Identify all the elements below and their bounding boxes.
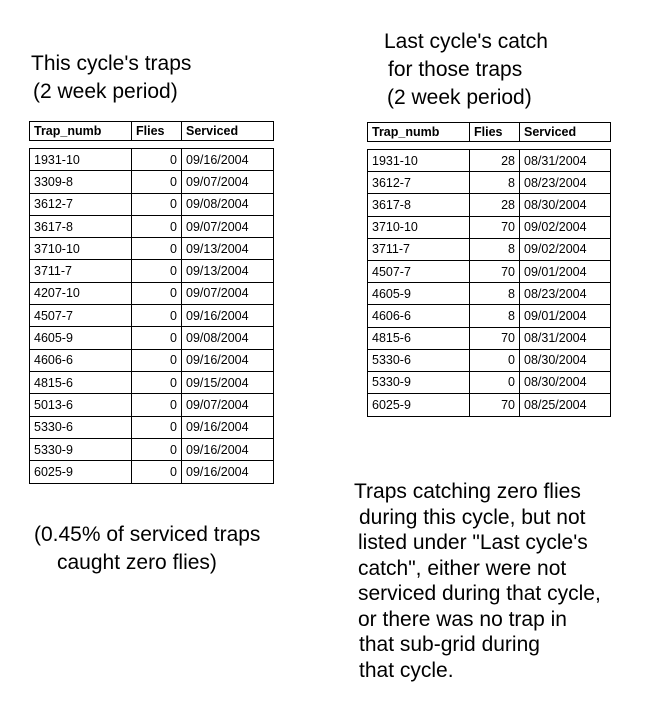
table-row [30, 283, 273, 305]
flies-cell: 70 [469, 261, 519, 282]
column-header: Trap_numb [372, 125, 440, 139]
trap-number-cell: 3617-8 [372, 197, 411, 212]
right-note-line-6: or there was no trap in [358, 607, 567, 631]
serviced-cell: 09/16/2004 [181, 461, 273, 483]
trap-number-cell: 3710-10 [372, 220, 418, 235]
serviced-cell: 09/01/2004 [519, 261, 610, 282]
table-row [368, 283, 610, 305]
serviced-cell: 08/23/2004 [519, 283, 610, 304]
trap-number-cell: 4605-9 [34, 331, 73, 346]
column-header: Flies [131, 122, 181, 140]
flies-cell: 0 [131, 283, 181, 304]
table-row [368, 350, 610, 372]
right-note-line-4: catch", either were not [358, 556, 567, 580]
serviced-cell: 09/16/2004 [181, 305, 273, 326]
trap-number-cell: 6025-9 [372, 398, 411, 413]
flies-cell: 0 [131, 238, 181, 259]
flies-cell: 8 [469, 239, 519, 260]
trap-number-cell: 4207-10 [34, 286, 80, 301]
flies-cell: 0 [131, 461, 181, 483]
flies-cell: 70 [469, 217, 519, 238]
table-row [30, 194, 273, 216]
right-note-line-2: during this cycle, but not [359, 505, 586, 529]
serviced-cell: 09/02/2004 [519, 239, 610, 260]
column-header: Serviced [519, 123, 610, 141]
flies-cell: 28 [469, 150, 519, 171]
table-row [30, 327, 273, 349]
trap-number-cell: 1931-10 [372, 153, 418, 168]
trap-number-cell: 4606-6 [34, 353, 73, 368]
trap-number-cell: 3612-7 [372, 175, 411, 190]
serviced-cell: 09/07/2004 [181, 216, 273, 237]
right-note-line-8: that cycle. [359, 658, 454, 682]
table-row [368, 239, 610, 261]
serviced-cell: 08/30/2004 [519, 372, 610, 393]
right-note-line-3: listed under "Last cycle's [358, 531, 588, 554]
serviced-cell: 08/23/2004 [519, 172, 610, 193]
trap-number-cell: 3612-7 [34, 197, 73, 212]
flies-cell: 0 [469, 372, 519, 393]
right-heading-line-3: (2 week period) [387, 86, 532, 109]
flies-cell: 0 [131, 260, 181, 281]
trap-number-cell: 3309-8 [34, 174, 73, 189]
flies-cell: 70 [469, 328, 519, 349]
table-row [368, 150, 610, 172]
serviced-cell: 09/16/2004 [181, 439, 273, 460]
serviced-cell: 09/15/2004 [181, 372, 273, 393]
right-table-body [367, 149, 611, 417]
trap-number-cell: 4815-6 [34, 375, 73, 390]
flies-cell: 0 [131, 372, 181, 393]
serviced-cell: 08/25/2004 [519, 394, 610, 416]
serviced-cell: 08/31/2004 [519, 328, 610, 349]
serviced-cell: 09/16/2004 [181, 149, 273, 170]
right-note-line-5: serviced during that cycle, [358, 582, 601, 605]
trap-number-cell: 3710-10 [34, 241, 80, 256]
right-heading-line-2: for those traps [388, 58, 523, 81]
table-row [30, 171, 273, 193]
table-row [30, 305, 273, 327]
trap-number-cell: 3617-8 [34, 219, 73, 234]
flies-cell: 0 [469, 350, 519, 371]
flies-cell: 28 [469, 194, 519, 215]
right-table [367, 122, 611, 417]
table-row [30, 260, 273, 282]
serviced-cell: 08/30/2004 [519, 350, 610, 371]
trap-number-cell: 5330-9 [372, 375, 411, 390]
table-row [368, 328, 610, 350]
flies-cell: 0 [131, 216, 181, 237]
column-header: Flies [469, 123, 519, 141]
table-row [30, 149, 273, 171]
left-heading-line-2: (2 week period) [33, 80, 178, 103]
right-note-line-7: that sub-grid during [359, 633, 540, 656]
left-note-line-1: (0.45% of serviced traps [34, 523, 261, 546]
right-note [354, 479, 601, 683]
serviced-cell: 09/01/2004 [519, 305, 610, 326]
table-row [368, 194, 610, 216]
trap-number-cell: 1931-10 [34, 152, 80, 167]
left-table-header [29, 121, 274, 141]
trap-number-cell: 3711-7 [372, 242, 410, 257]
left-table-body [29, 148, 274, 484]
trap-number-cell: 6025-9 [34, 465, 73, 480]
trap-number-cell: 4605-9 [372, 286, 411, 301]
table-row [30, 350, 273, 372]
flies-cell: 0 [131, 305, 181, 326]
table-row [368, 305, 610, 327]
serviced-cell: 09/08/2004 [181, 194, 273, 215]
table-row [30, 216, 273, 238]
trap-number-cell: 4507-7 [34, 308, 73, 323]
left-heading [31, 50, 191, 106]
table-row [368, 394, 610, 416]
flies-cell: 0 [131, 327, 181, 348]
left-note-line-2: caught zero flies) [57, 551, 217, 574]
trap-number-cell: 3711-7 [34, 264, 72, 279]
flies-cell: 70 [469, 394, 519, 416]
serviced-cell: 09/13/2004 [181, 260, 273, 281]
flies-cell: 0 [131, 149, 181, 170]
trap-number-cell: 5330-6 [34, 420, 73, 435]
flies-cell: 0 [131, 194, 181, 215]
serviced-cell: 09/07/2004 [181, 394, 273, 415]
table-row [368, 372, 610, 394]
left-note [34, 521, 260, 577]
table-row [30, 439, 273, 461]
serviced-cell: 09/13/2004 [181, 238, 273, 259]
trap-number-cell: 4507-7 [372, 264, 411, 279]
serviced-cell: 08/31/2004 [519, 150, 610, 171]
flies-cell: 0 [131, 171, 181, 192]
serviced-cell: 09/07/2004 [181, 171, 273, 192]
serviced-cell: 09/02/2004 [519, 217, 610, 238]
column-header: Serviced [181, 122, 273, 140]
left-table [29, 121, 274, 484]
flies-cell: 0 [131, 350, 181, 371]
flies-cell: 0 [131, 417, 181, 438]
serviced-cell: 09/07/2004 [181, 283, 273, 304]
trap-number-cell: 5330-9 [34, 442, 73, 457]
trap-number-cell: 5330-6 [372, 353, 411, 368]
flies-cell: 0 [131, 439, 181, 460]
flies-cell: 8 [469, 283, 519, 304]
right-heading [384, 28, 548, 112]
column-header: Trap_numb [34, 124, 102, 138]
right-table-header [367, 122, 611, 142]
trap-number-cell: 4815-6 [372, 331, 411, 346]
table-row [30, 238, 273, 260]
table-row [368, 172, 610, 194]
table-row [368, 261, 610, 283]
right-heading-line-1: Last cycle's catch [384, 30, 548, 53]
flies-cell: 8 [469, 305, 519, 326]
serviced-cell: 09/16/2004 [181, 417, 273, 438]
serviced-cell: 09/08/2004 [181, 327, 273, 348]
flies-cell: 0 [131, 394, 181, 415]
table-row [30, 372, 273, 394]
table-row [30, 461, 273, 483]
table-row [368, 217, 610, 239]
table-row [30, 394, 273, 416]
serviced-cell: 08/30/2004 [519, 194, 610, 215]
trap-number-cell: 5013-6 [34, 397, 73, 412]
flies-cell: 8 [469, 172, 519, 193]
serviced-cell: 09/16/2004 [181, 350, 273, 371]
trap-number-cell: 4606-6 [372, 308, 411, 323]
table-row [30, 417, 273, 439]
right-note-line-1: Traps catching zero flies [354, 480, 581, 503]
left-heading-line-1: This cycle's traps [31, 52, 192, 75]
